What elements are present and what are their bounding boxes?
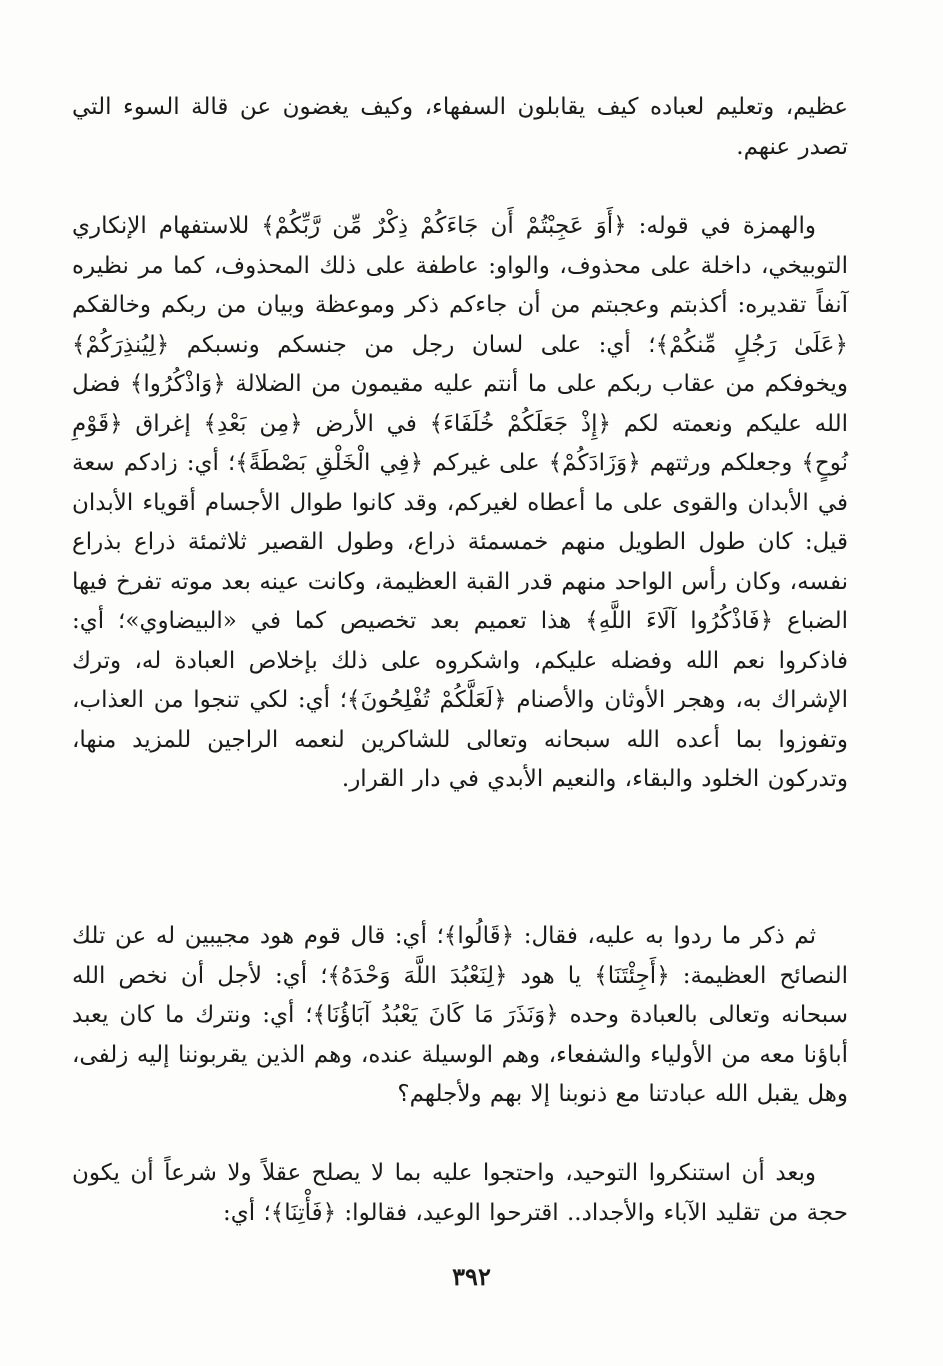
page-number: ٣٩٢ [452,1262,491,1291]
paragraph-text: وبعد أن استنكروا التوحيد، واحتجوا عليه بما لا يصلح عقلاً ولا شرعاً أن يكون حجة من تقليد الآباء والأجداد.. اقترحوا الوعيد، فقالوا: ﴿فَأْتِنَا﴾؛ أي: [72,1160,848,1226]
paragraph-1 [72,88,848,167]
paragraph-text: ثم ذكر ما ردوا به عليه، فقال: ﴿قَالُوا﴾؛ أي: قال قوم هود مجيبين له عن تلك النصائح العظيمة: ﴿أَجِئْتَنَا﴾ يا هود ﴿لِنَعْبُدَ اللَّهَ وَحْدَهُ﴾؛ أي: لأجل أن نخص الله سبحانه وتعالى بالعبادة وحده ﴿وَنَذَرَ مَا كَانَ يَعْبُدُ آبَاؤُنَا﴾؛ أي: ونترك ما كان يعبد أباؤنا معه من الأولياء والشفعاء، وهم الوسيلة عنده، وهم الذين يقربوننا إليه زلفى، وهل يقبل الله عبادتنا مع ذنوبنا إلا بهم ولأجلهم؟ [72,923,848,1107]
paragraph-3 [72,917,848,1115]
paragraph-text: عظيم، وتعليم لعباده كيف يقابلون السفهاء، وكيف يغضون عن قالة السوء التي تصدر عنهم. [72,94,848,160]
paragraph-2 [72,207,848,800]
paragraph-text: والهمزة في قوله: ﴿أَوَ عَجِبْتُمْ أَن جَاءَكُمْ ذِكْرٌ مِّن رَّبِّكُمْ﴾ للاستفهام الإنكاري التوبيخي، داخلة على محذوف، والواو: عاطفة على ذلك المحذوف، كما مر نظيره آنفاً تقديره: أكذبتم وعجبتم من أن جاءكم ذكر وموعظة وبيان من ربكم وخالقكم ﴿عَلَىٰ رَجُلٍ مِّنكُمْ﴾؛ أي: على لسان رجل من جنسكم ونسبكم ﴿لِيُنذِرَكُمْ﴾ ويخوفكم من عقاب ربكم على ما أنتم عليه مقيمون من الضلالة ﴿وَاذْكُرُوا﴾ فضل الله عليكم ونعمته لكم ﴿إِذْ جَعَلَكُمْ خُلَفَاءَ﴾ في الأرض ﴿مِن بَعْدِ﴾ إغراق ﴿قَوْمِ نُوحٍ﴾ وجعلكم ورثتهم ﴿وَزَادَكُمْ﴾ على غيركم ﴿فِي الْخَلْقِ بَصْطَةً﴾؛ أي: زادكم سعة في الأبدان والقوى على ما أعطاه لغيركم، وقد كانوا طوال الأجسام أقوياء الأبدان قيل: كان طول الطويل منهم خمسمئة ذراع، وطول القصير ثلاثمئة ذراع بذراع نفسه، وكان رأس الواحد منهم قدر القبة العظيمة، وكانت عينه بعد موته تفرخ فيها الضباع ﴿فَاذْكُرُوا آلَاءَ اللَّهِ﴾ هذا تعميم بعد تخصيص كما في «البيضاوي»؛ أي: فاذكروا نعم الله وفضله عليكم، واشكروه على ذلك بإخلاص العبادة له، وترك الإشراك به، وهجر الأوثان والأصنام ﴿لَعَلَّكُمْ تُفْلِحُونَ﴾؛ أي: لكي تنجوا من العذاب، وتفوزوا بما أعده الله سبحانه وتعالى للشاكرين لنعمه الراجين للمزيد منها، وتدركون الخلود والبقاء، والنعيم الأبدي في دار القرار. [72,213,848,792]
paragraph-4 [72,1154,848,1233]
